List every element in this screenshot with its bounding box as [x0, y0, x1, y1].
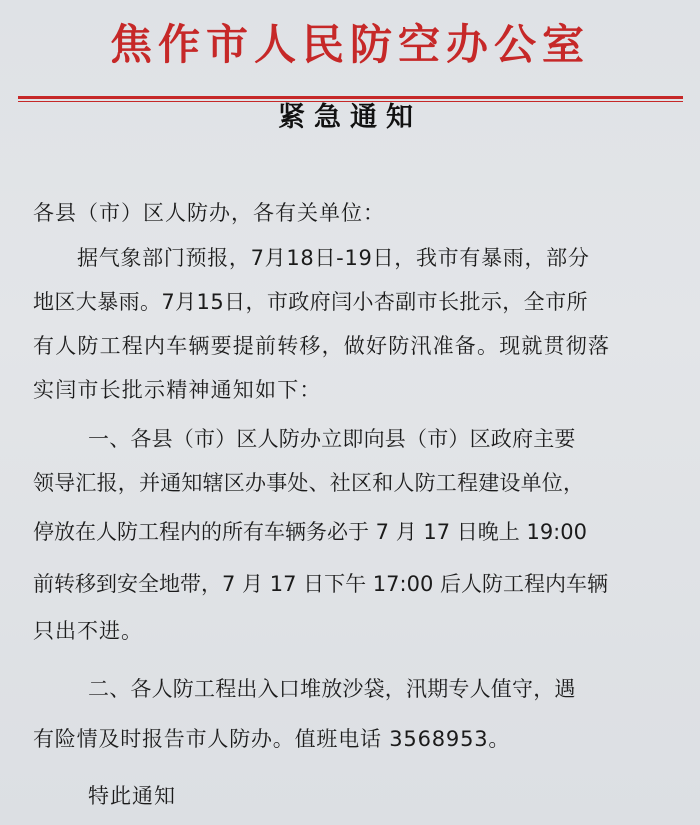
paragraph-line: 实闫市长批示精神通知如下：	[33, 378, 322, 402]
closing-line: 特此通知	[88, 784, 176, 808]
item-one-line: 领导汇报，并通知辖区办事处、社区和人防工程建设单位，	[33, 471, 585, 495]
item-two-line: 有险情及时报告市人防办。值班电话 3568953。	[33, 727, 511, 751]
item-one-line: 一、各县（市）区人防办立即向县（市）区政府主要	[88, 427, 576, 451]
item-one-line: 停放在人防工程内的所有车辆务必于 7 月 17 日晚上 19:00	[33, 520, 587, 544]
red-header-rule	[18, 96, 683, 99]
issuing-organization-header: 焦作市人民防空办公室	[109, 20, 590, 69]
paragraph-line: 据气象部门预报，7月18日-19日，我市有暴雨，部分	[77, 246, 590, 270]
item-two-line: 二、各人防工程出入口堆放沙袋，汛期专人值守，遇	[88, 677, 576, 701]
item-one-line: 前转移到安全地带，7 月 17 日下午 17:00 后人防工程内车辆	[33, 572, 608, 596]
paragraph-line: 地区大暴雨。7月15日，市政府闫小杏副市长批示，全市所	[33, 290, 588, 314]
item-one-line: 只出不进。	[33, 619, 143, 643]
salutation: 各县（市）区人防办，各有关单位：	[33, 201, 385, 225]
notice-title: 紧急通知	[278, 102, 422, 133]
paragraph-line: 有人防工程内车辆要提前转移，做好防汛准备。现就贯彻落	[33, 334, 611, 358]
